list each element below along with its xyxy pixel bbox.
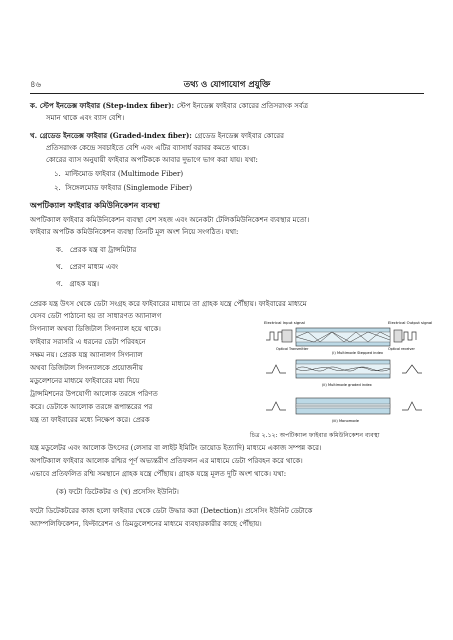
paragraph-line: প্রেরক যন্ত্র উৎস থেকে ডেটা সংগ্রহ করে ফাইবারের মাধ্যমে তা গ্রাহক যন্ত্রে পৌঁছায়। ফাইবারের মাধ্যমে	[30, 300, 307, 308]
list-num: ১.	[54, 170, 61, 178]
paragraph-line: মডুলেশনের মাধ্যমে ফাইবারের মধ্য দিয়ে	[30, 377, 140, 385]
receiver-icon	[394, 330, 402, 342]
list-num: খ.	[56, 263, 63, 271]
list-text: গ্রাহক যন্ত্র।	[69, 280, 99, 288]
section-k-line2: সমান থাকে এবং ব্যাস বেশি।	[46, 114, 125, 122]
label-monomode: (iii) Monomode	[332, 419, 359, 423]
paragraph-line: এভাবে প্রতিফলিত রশ্মি সমস্থানে গ্রাহক যন্ত্রে পৌঁছায়। গ্রাহক যন্ত্রে মূলত দুটি অংশ থাকে। যথা:	[30, 470, 287, 478]
fiber-monomode	[296, 398, 390, 414]
paragraph-line: করে। ডেটাকে আলোক তরঙ্গে রূপান্তরের পর	[30, 403, 153, 411]
list-num: ক.	[56, 246, 64, 254]
paragraph-line: অপটিক্যাল ফাইবার আলোক রশ্মির পূর্ণ অভ্যন্তরীণ প্রতিফলন এর মাধ্যমে ডেটা পরিবহন করে থাকে।	[30, 457, 303, 465]
pulse-icon	[266, 365, 286, 373]
section-heading-optical: অপটিক্যাল ফাইবার কমিউনিকেশন ব্যবস্থা	[30, 200, 160, 210]
list-text: প্রেরণ মাধ্যম এবং	[69, 263, 119, 271]
label-receiver: Optical receiver	[388, 347, 415, 351]
paragraph-line: ফাইবার সরাসরি এ ধরনের ডেটা পরিবহনে	[30, 338, 146, 346]
pulse-icon	[402, 402, 422, 410]
paragraph-line: সিগন্যাল অথবা ডিজিটাল সিগন্যাল হয়ে থাকে।	[30, 325, 161, 333]
page-header	[30, 78, 424, 92]
list-item	[54, 183, 192, 193]
list-text: মাল্টিমোড ফাইবার (Multimode Fiber)	[65, 170, 184, 178]
label-transmitter: Optical Transmitter	[276, 347, 309, 351]
fiber-communication-figure	[262, 318, 433, 432]
list-num: ২.	[54, 184, 61, 192]
paragraph-line: সক্ষম নয়। প্রেরক যন্ত্র অ্যানালগ সিগন্যাল	[30, 351, 143, 359]
label-graded-index: (ii) Multimode graded index	[322, 383, 372, 387]
paragraph-line: ট্রান্সমিশনের উপযোগী আলোক তরঙ্গে পরিণত	[30, 390, 158, 398]
section-kh-line2: প্রতিসরাংক কেন্দ্রে সবচাইতে বেশি এবং এটির ব্যাসার্ধ বরাবর কমতে থাকে।	[46, 144, 249, 152]
paragraph-line: যেসব ডেটা পাঠানো হয় তা সাধারণত অ্যানালগ	[30, 312, 162, 320]
fiber-step-index	[296, 328, 390, 346]
list-num: গ.	[56, 280, 63, 288]
paragraph-line: অপটিক্যাল ফাইবার কমিউনিকেশন ব্যবস্থা বেশ সহজ এবং অনেকটা টেলিকমিউনিকেশন ব্যবস্থার মতো।	[30, 216, 310, 224]
paragraph-line: ফটো ডিটেকটরের কাজ হলো ফাইবার থেকে ডেটা উদ্ধার করা (Detection)। প্রসেসিং ইউনিট ডেটাকে	[30, 507, 313, 515]
paragraph-line: অথবা ডিজিটাল সিগন্যালকে প্রয়োজনীয়	[30, 364, 143, 372]
paragraph-line: যন্ত্র মডুলেটর এবং আলোক উৎসের (লেসার বা লাইট ইমিটিং ডায়োড ইত্যাদি) মাধ্যমে একাজ সম্পন্ন করে।	[30, 444, 322, 452]
paragraph-line: অ্যাম্পলিফিকেশন, ফিল্টারেশন ও ডিমডুলেশনের মাধ্যমে ব্যবহারকারীর কাছে পৌঁছায়।	[30, 520, 262, 528]
receiver-parts: (ক) ফটো ডিটেকটর ও (খ) প্রসেসিং ইউনিট।	[56, 488, 179, 496]
label-output-signal: Electrical Output signal	[388, 320, 433, 325]
list-item	[56, 245, 136, 255]
list-item	[56, 262, 118, 272]
section-k-label: ক.	[30, 101, 38, 110]
section-kh	[30, 131, 284, 141]
section-k-heading: স্টেপ ইনডেক্স ফাইবার (Step-index fiber):	[39, 101, 175, 110]
paragraph-line: ফাইবার অপটিক কমিউনিকেশন ব্যবস্থা তিনটি মূল অংশ নিয়ে সংগঠিত। যথা:	[30, 228, 239, 236]
section-kh-line3: কোরের ব্যাস অনুযায়ী ফাইবার অপটিককে আবার দুভাগে ভাগ করা যায়। যথা:	[46, 156, 258, 164]
figure-caption: চিত্র ২.১২: অপটিক্যাল ফাইবার কমিউনিকেশন ব্যবস্থা	[250, 432, 380, 439]
list-text: প্রেরক যন্ত্র বা ট্রান্সমিটার	[69, 246, 137, 254]
paragraph-line: যন্ত্র তা ফাইবারের মধ্যে নিক্ষেপ করে। প্রেরক	[30, 416, 150, 424]
list-item	[56, 279, 99, 289]
pulse-icon	[266, 402, 286, 410]
list-text: সিঙ্গেলমোড ফাইবার (Singlemode Fiber)	[65, 184, 193, 192]
pulse-icon	[402, 365, 422, 373]
fiber-graded-index	[296, 360, 390, 378]
section-k	[30, 101, 308, 111]
section-kh-heading: গ্রেডেড ইনডেক্স ফাইবার (Graded-index fiber):	[39, 131, 192, 140]
label-step-index: (i) Multimode Stepped index	[332, 351, 383, 355]
section-k-text: স্টেপ ইনডেক্স ফাইবার কোরের প্রতিসরাংক সর্বত্র	[176, 102, 308, 110]
section-kh-text: গ্রেডেড ইনডেক্স ফাইবার কোরের	[194, 132, 284, 140]
list-item	[54, 169, 183, 179]
label-input-signal: Electrical Input signal	[264, 320, 305, 325]
output-pulse-icon	[400, 332, 416, 340]
header-rule	[30, 93, 424, 94]
input-pulse-icon	[266, 332, 282, 340]
transmitter-icon	[282, 330, 292, 342]
book-title: তথ্য ও যোগাযোগ প্রযুক্তি	[183, 80, 271, 90]
section-kh-label: খ.	[30, 131, 38, 140]
page-number: ৪৬	[30, 80, 42, 90]
